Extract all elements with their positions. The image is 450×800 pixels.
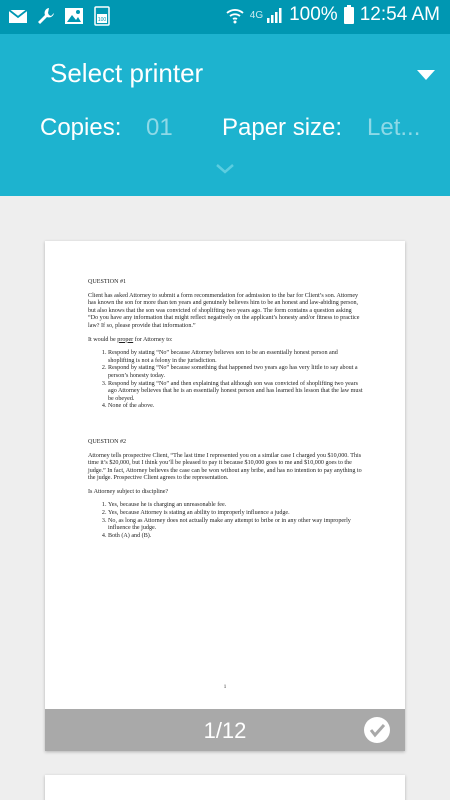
list-item: 2. Respond by stating “No” because something that happened two years ago has very little to say about a person’s honesty today.: [108, 365, 363, 380]
question-1-options: [108, 350, 363, 411]
mail-icon: [8, 6, 28, 26]
question-1-title: QUESTION #1: [88, 279, 127, 285]
status-bar: [0, 0, 450, 34]
list-item: 3. Respond by stating “No” and then explaining that although son was convicted of shoplifting two years ago Attorney believes that he is an essentially honest person and has learned his lesson that the law must be obeyed.: [108, 381, 363, 404]
check-icon[interactable]: [363, 716, 391, 744]
page-footer: [45, 709, 405, 751]
wrench-icon: [36, 6, 56, 26]
notification-icons: [8, 6, 112, 26]
copies-input[interactable]: 01: [146, 114, 173, 141]
page-number: 1: [223, 685, 227, 690]
next-page-preview[interactable]: [45, 775, 405, 800]
list-item: 1. Yes, because he is charging an unreasonable fee.: [108, 502, 363, 510]
paper-size-select[interactable]: Let...: [367, 114, 421, 141]
battery-percent: 100%: [289, 4, 338, 25]
list-item: 1. Respond by stating “No” because Attorney believes son to be an essentially honest person and shoplifting is not a felony in the jurisdiction.: [108, 350, 363, 365]
network-type: 4G: [249, 9, 264, 21]
list-item: 4. None of the above.: [108, 403, 363, 411]
printer-select[interactable]: Select printer: [50, 58, 204, 88]
question-1-prompt: It would be proper for Attorney to:: [88, 336, 173, 343]
svg-text:100: 100: [97, 17, 107, 23]
clock: 12:54 AM: [359, 4, 440, 25]
question-2-prompt: Is Attorney subject to discipline?: [88, 488, 169, 495]
copies-label: Copies:: [40, 114, 122, 141]
wifi-icon: [225, 5, 245, 25]
battery-100-icon: [92, 6, 112, 26]
document-content: [88, 279, 363, 548]
question-2-title: QUESTION #2: [88, 438, 127, 445]
page-preview[interactable]: [45, 241, 405, 751]
expand-chevron-icon[interactable]: [214, 162, 236, 176]
signal-icon: [266, 6, 284, 24]
question-2-body: Attorney tells prospective Client, “The last time I represented you on a similar case I charged you $10,000. This time it’s $20,000, but I think you’ll be pleased to pay it because $10,000 goes to me and $10,000 goes to the judge.” In fact, Attorney believes the case can be won without any bribe, and has no intention to pay anything to the judge. Prospective Client agrees to the representation.: [88, 452, 362, 482]
print-options-header: [0, 34, 450, 196]
list-item: 2. Yes, because Attorney is stating an ability to improperly influence a judge.: [108, 510, 363, 518]
image-icon: [64, 6, 84, 26]
paper-size-label: Paper size:: [222, 114, 343, 141]
list-item: 3. No, as long as Attorney does not actually make any attempt to bribe or in any other way improperly influence the judge.: [108, 518, 363, 533]
page-counter: 1/12: [203, 718, 247, 743]
question-1-body: Client has asked Attorney to submit a form recommendation for admission to the bar for Client’s son. Attorney has known the son for more than ten years and genuinely believes him to be an honest and law-abiding person, but also knows that the son was convicted of shoplifting two years ago. The form contains a question asking “Do you have any information that might reflect negatively on the applicant’s honesty and/or fitness to practice law? If so, please provide that information.”: [88, 292, 360, 329]
status-indicators: [225, 4, 440, 26]
dropdown-arrow-icon[interactable]: [417, 70, 435, 80]
question-2-options: [108, 502, 363, 540]
list-item: 4. Both (A) and (B).: [108, 533, 363, 541]
battery-icon: [343, 5, 355, 25]
